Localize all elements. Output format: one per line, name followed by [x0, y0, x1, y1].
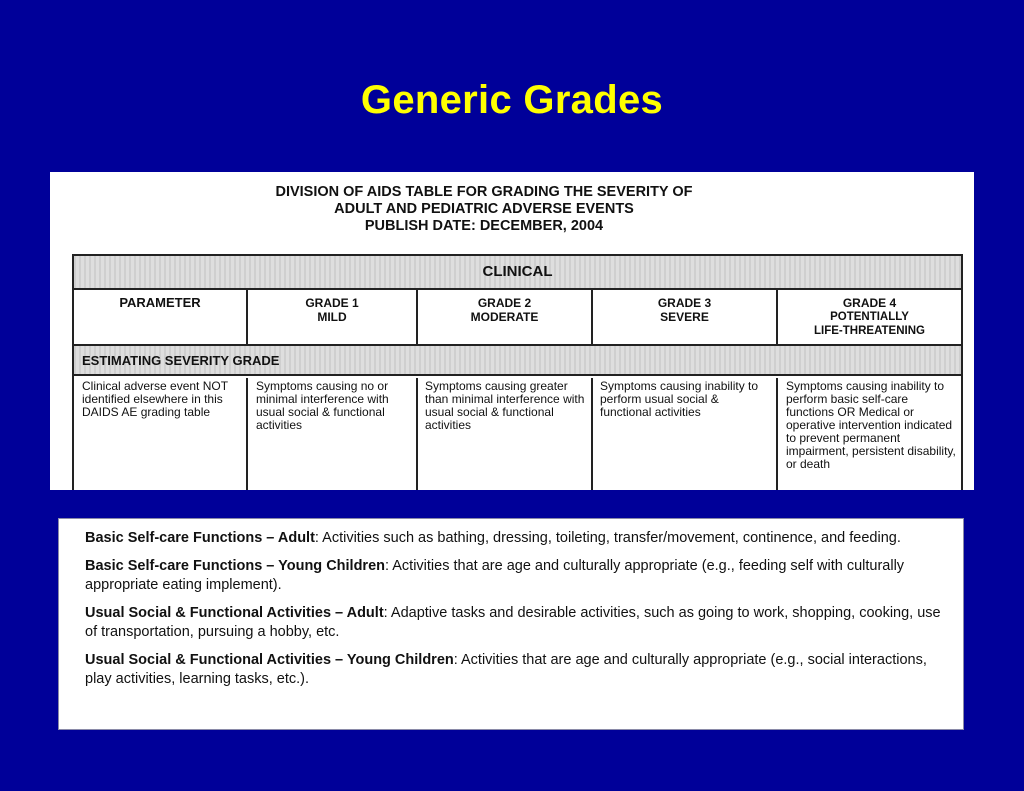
definition-term: Usual Social & Functional Activities – Adult — [85, 605, 384, 621]
estimating-band — [74, 344, 961, 376]
column-header-line: GRADE 2 — [477, 296, 532, 310]
column-divider — [416, 378, 418, 490]
definition-item — [85, 604, 943, 642]
definition-term: Basic Self-care Functions – Young Children — [85, 558, 385, 574]
column-divider — [776, 378, 778, 490]
definition-item — [85, 557, 943, 595]
clinical-band — [74, 256, 961, 290]
column-header-line: GRADE 3 — [657, 296, 712, 310]
column-divider — [246, 378, 248, 490]
table-cell-parameter: Clinical adverse event NOT identified elsewhere in this DAIDS AE grading table — [82, 379, 228, 419]
table-heading-line: DIVISION OF AIDS TABLE FOR GRADING THE SEVERITY OF — [275, 184, 693, 200]
column-header-line: MODERATE — [470, 310, 539, 324]
table-cell-grade-4: Symptoms causing inability to perform basic self-care functions OR Medical or operative intervention indicated to prevent permanent impairment, persistent disability, or death — [786, 379, 956, 471]
column-header-line: PARAMETER — [119, 295, 201, 310]
column-header-line: GRADE 1 — [305, 296, 359, 310]
definition-term: Basic Self-care Functions – Adult — [85, 530, 315, 546]
column-header-line: MILD — [317, 310, 347, 324]
grading-table — [72, 254, 963, 490]
definitions-box — [58, 518, 964, 730]
estimating-label: ESTIMATING SEVERITY GRADE — [82, 353, 280, 368]
column-header-parameter — [74, 296, 246, 310]
column-header-line: SEVERE — [660, 310, 709, 324]
definition-text: : Activities that are age and culturally appropriate (e.g., feeding self with culturally appropriate eating implement). — [85, 558, 905, 593]
clinical-label: CLINICAL — [482, 263, 553, 280]
column-header-line: LIFE-THREATENING — [814, 325, 925, 337]
table-heading-line: PUBLISH DATE: DECEMBER, 2004 — [364, 218, 604, 234]
column-header-grade-2 — [418, 296, 591, 324]
definition-term: Usual Social & Functional Activities – Young Children — [85, 652, 454, 668]
table-cell-grade-3: Symptoms causing inability to perform usual social & functional activities — [600, 379, 759, 419]
definition-item — [85, 651, 943, 689]
column-header-line: POTENTIALLY — [830, 311, 909, 323]
column-header-grade-4 — [778, 296, 961, 338]
table-cell-grade-1: Symptoms causing no or minimal interference with usual social & functional activities — [256, 379, 389, 432]
definition-text: : Activities such as bathing, dressing, toileting, transfer/movement, continence, and feeding. — [314, 530, 901, 546]
definition-text: : Activities that are age and culturally appropriate (e.g., social interactions, play activities, learning tasks, etc.). — [85, 652, 927, 687]
table-heading-line: ADULT AND PEDIATRIC ADVERSE EVENTS — [334, 201, 634, 217]
column-header-grade-1 — [248, 296, 416, 324]
table-heading — [50, 184, 918, 235]
column-header-line: GRADE 4 — [842, 296, 897, 310]
column-divider — [591, 378, 593, 490]
slide-title: Generic Grades — [360, 78, 664, 122]
table-cell-grade-2: Symptoms causing greater than minimal interference with usual social & functional activities — [425, 379, 585, 432]
grading-table-image — [50, 172, 974, 490]
definition-text: : Adaptive tasks and desirable activities, such as going to work, shopping, cooking, use of transportation, pursuing a hobby, etc. — [85, 605, 941, 640]
definition-item — [85, 529, 943, 548]
column-header-grade-3 — [593, 296, 776, 324]
